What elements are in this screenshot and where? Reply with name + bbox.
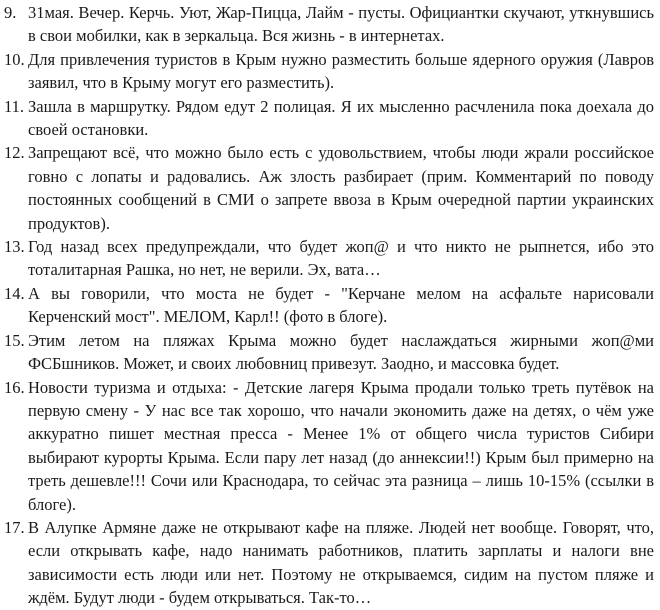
item-text: Зашла в маршрутку. Рядом едут 2 полицая. Я их мысленно расчленила пока доехала до своей остановки. bbox=[28, 96, 654, 140]
item-number: 12. bbox=[4, 143, 25, 163]
item-text: Для привлечения туристов в Крым нужно разместить больше ядерного оружия (Лавров заявил, что в Крыму могут его разместить). bbox=[28, 49, 654, 93]
item-number: 10. bbox=[4, 49, 25, 69]
item-text: Запрещают всё, что можно было есть с удовольствием, чтобы люди жрали российское говно с лопаты и радовались. Аж злость разбирает (прим. Комментарий по поводу постоянных сообщений в СМИ о запрете ввоза в Крым очередной партии украинских продуктов). bbox=[28, 143, 654, 233]
list-item bbox=[0, 235, 660, 282]
list-item bbox=[0, 282, 660, 329]
list-item bbox=[0, 376, 660, 516]
list-item bbox=[0, 48, 660, 95]
item-text: 31мая. Вечер. Керчь. Уют, Жар-Пицца, Лайм - пусты. Официантки скучают, уткнувшись в свои мобилки, как в зеркальца. Вся жизнь - в интернетах. bbox=[28, 3, 654, 46]
list-item bbox=[0, 516, 660, 610]
list-item bbox=[0, 1, 660, 48]
item-number: 9. bbox=[4, 3, 17, 22]
item-number: 11. bbox=[4, 96, 25, 116]
numbered-list bbox=[0, 1, 660, 610]
item-number: 14. bbox=[4, 283, 25, 303]
item-text: Новости туризма и отдыха: - Детские лагеря Крыма продали только треть путёвок на первую смену - У нас все так хорошо, что начали экономить даже на детях, о чём уже аккуратно пишет местная пресса - Менее 1% от общего числа туристов Сибири выбирают курорты Крыма. Если пару лет назад (до аннексии!!) Крым был примерно на треть дешевле!!! Сочи или Краснодара, то сейчас эта разница – лишь 10-15% (ссылки в блоге). bbox=[28, 377, 654, 514]
item-text: В Алупке Армяне даже не открывают кафе на пляже. Людей нет вообще. Говорят, что, если открывать кафе, надо нанимать работников, платить зарплаты и налоги вне зависимости есть люди или нет. Поэтому не открываемся, сидим на пустом пляже и ждём. Будут люди - будем открываться. Так-то… bbox=[28, 517, 654, 608]
list-item bbox=[0, 141, 660, 235]
item-text: Этим летом на пляжах Крыма можно будет наслаждаться жирными жоп@ми ФСБшников. Может, и своих любовниц привезут. Заодно, и массовка будет. bbox=[28, 330, 654, 374]
item-text: А вы говорили, что моста не будет - "Керчане мелом на асфальте нарисовали Керченский мост". МЕЛОМ, Карл!! (фото в блоге). bbox=[28, 283, 654, 327]
item-text: Год назад всех предупреждали, что будет жоп@ и что никто не рыпнется, ибо это тоталитарная Рашка, но нет, не верили. Эх, вата… bbox=[28, 237, 654, 280]
item-number: 17. bbox=[4, 517, 25, 537]
item-number: 13. bbox=[4, 237, 25, 257]
item-number: 16. bbox=[4, 377, 25, 397]
list-item bbox=[0, 329, 660, 376]
item-number: 15. bbox=[4, 330, 25, 350]
list-item bbox=[0, 95, 660, 142]
